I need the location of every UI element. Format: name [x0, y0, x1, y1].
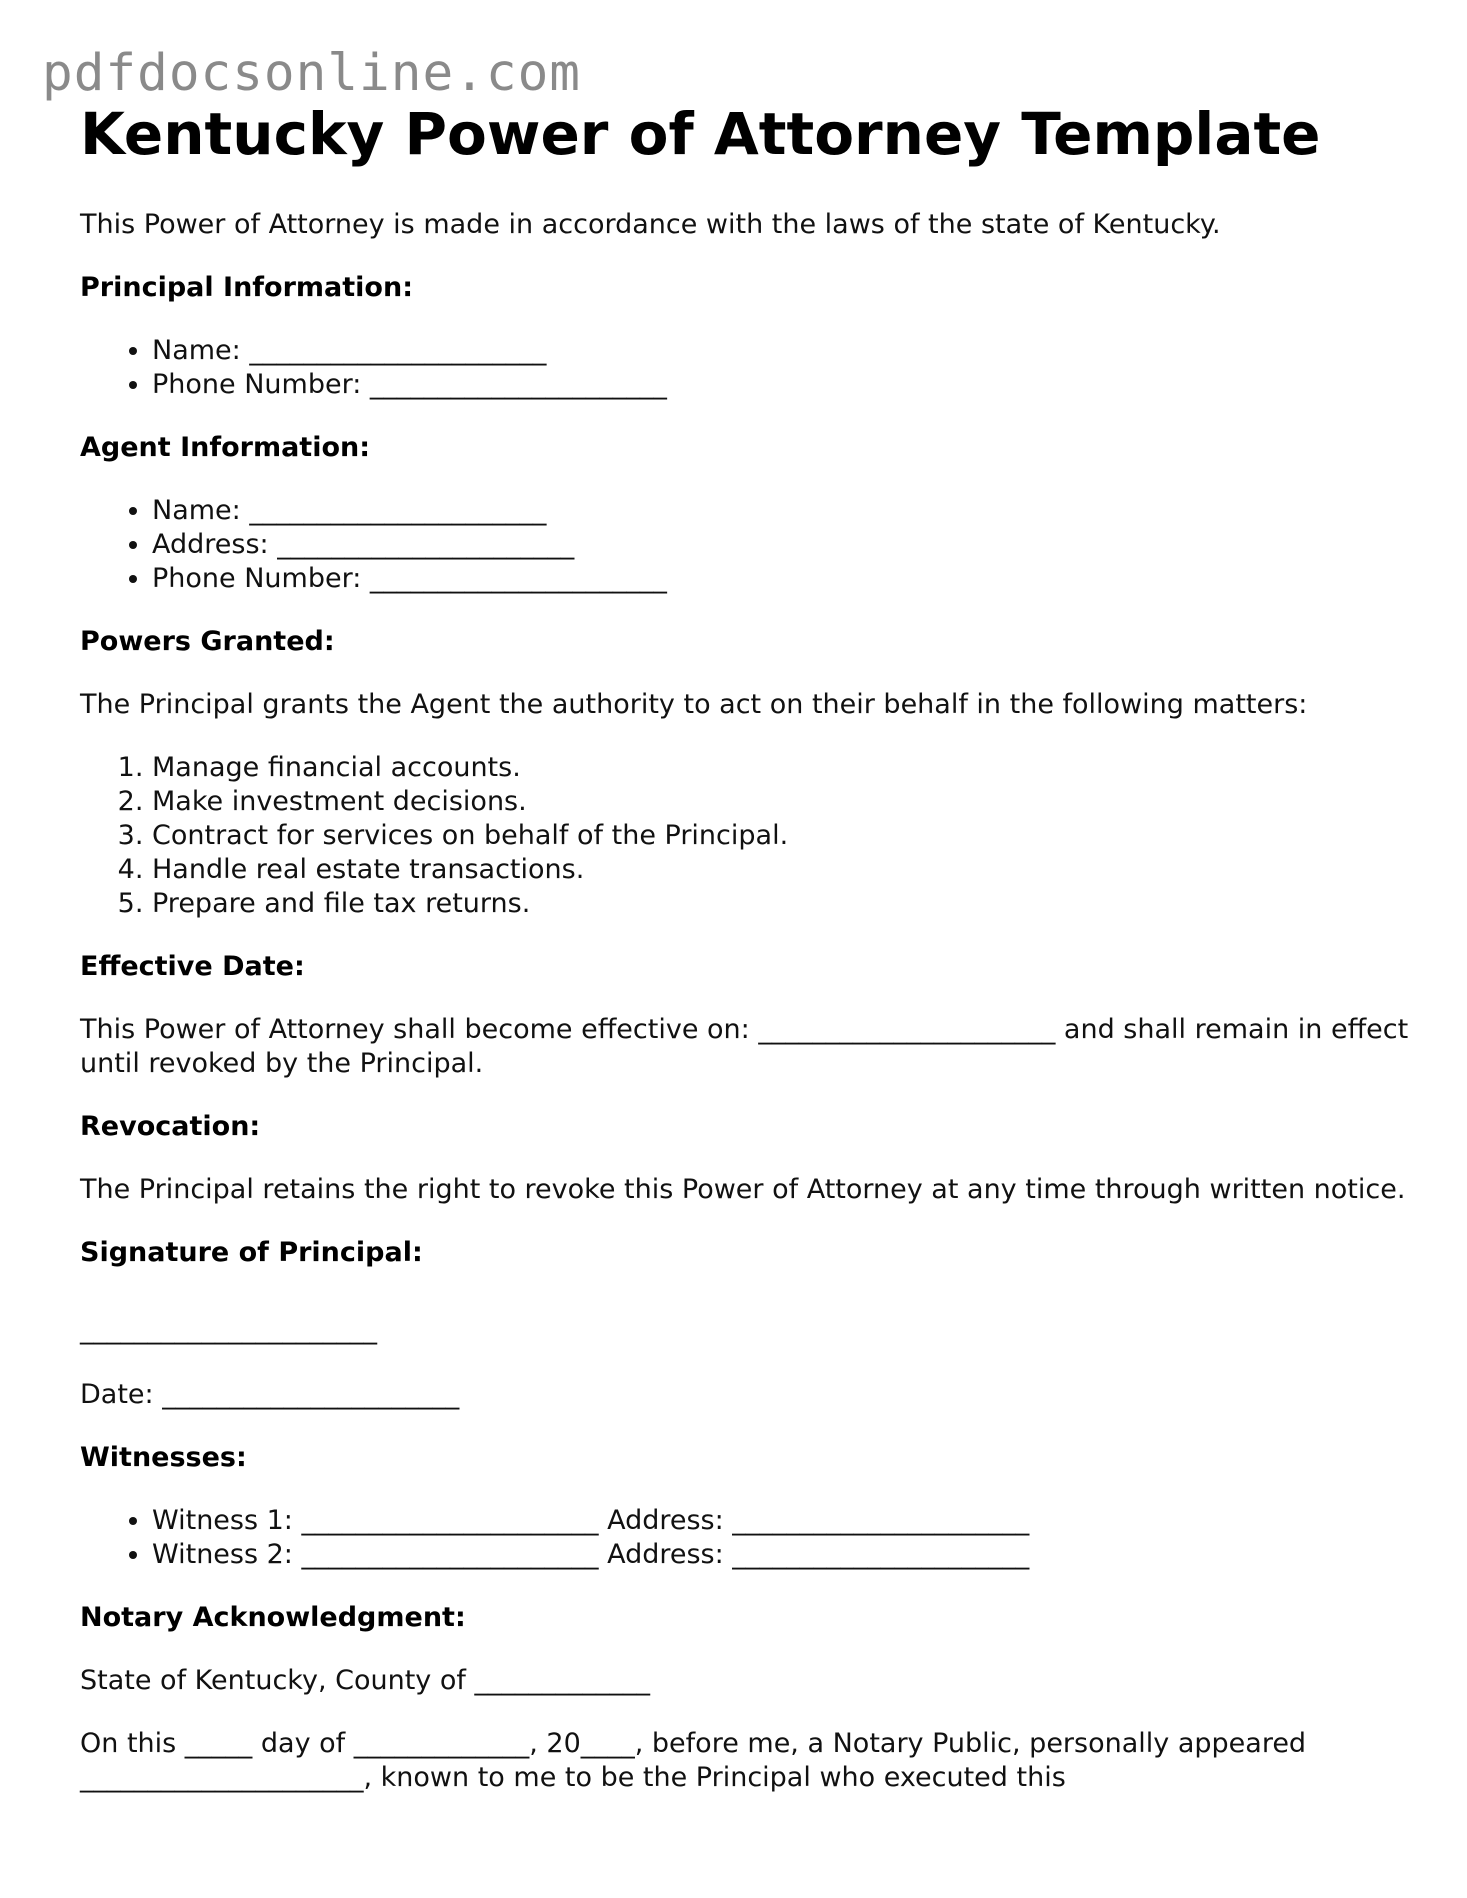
witnesses-heading: Witnesses: — [80, 1441, 247, 1473]
effective-text[interactable]: This Power of Attorney shall become effective on: ______________________ and shall remain in effect until revoked by the Principal. — [80, 1013, 1409, 1079]
principal-name-field[interactable]: • Name: ______________________ — [152, 334, 1410, 368]
watermark: pdfdocsonline.com — [42, 44, 581, 103]
witnesses-list — [80, 1504, 1410, 1572]
powers-text: The Principal grants the Agent the authority to act on their behalf in the following matters: — [80, 688, 1308, 720]
notary-text[interactable]: On this _____ day of _____________, 20____, before me, a Notary Public, personally appeared _____________________, known to me to be the Principal who executed this — [80, 1727, 1307, 1793]
notary-county-field[interactable]: State of Kentucky, County of _____________ — [80, 1664, 650, 1696]
powers-list — [80, 751, 1410, 921]
powers-heading: Powers Granted: — [80, 625, 335, 657]
document-page — [80, 100, 1410, 1795]
effective-heading: Effective Date: — [80, 950, 305, 982]
power-item: 2. Make investment decisions. — [152, 785, 1410, 819]
revocation-text: The Principal retains the right to revoke this Power of Attorney at any time through written notice. — [80, 1173, 1406, 1205]
agent-list — [80, 494, 1410, 596]
witness-2-field[interactable]: • Witness 2: ______________________ Address: ______________________ — [152, 1538, 1410, 1572]
principal-phone-field[interactable]: • Phone Number: ______________________ — [152, 368, 1410, 402]
agent-name-field[interactable]: • Name: ______________________ — [152, 494, 1410, 528]
agent-phone-field[interactable]: • Phone Number: ______________________ — [152, 562, 1410, 596]
signature-line[interactable]: ______________________ — [80, 1313, 377, 1345]
power-item: 5. Prepare and file tax returns. — [152, 887, 1410, 921]
document-title: Kentucky Power of Attorney Template — [80, 100, 1321, 168]
principal-list — [80, 334, 1410, 402]
witness-1-field[interactable]: • Witness 1: ______________________ Address: ______________________ — [152, 1504, 1410, 1538]
signature-date-field[interactable]: Date: ______________________ — [80, 1378, 460, 1410]
power-item: 3. Contract for services on behalf of the Principal. — [152, 819, 1410, 853]
revocation-heading: Revocation: — [80, 1110, 261, 1142]
agent-address-field[interactable]: • Address: ______________________ — [152, 528, 1410, 562]
agent-heading: Agent Information: — [80, 431, 371, 463]
power-item: 1. Manage financial accounts. — [152, 751, 1410, 785]
notary-heading: Notary Acknowledgment: — [80, 1601, 466, 1633]
intro-text: This Power of Attorney is made in accordance with the laws of the state of Kentucky. — [80, 208, 1221, 240]
power-item: 4. Handle real estate transactions. — [152, 853, 1410, 887]
principal-heading: Principal Information: — [80, 271, 414, 303]
signature-heading: Signature of Principal: — [80, 1236, 423, 1268]
